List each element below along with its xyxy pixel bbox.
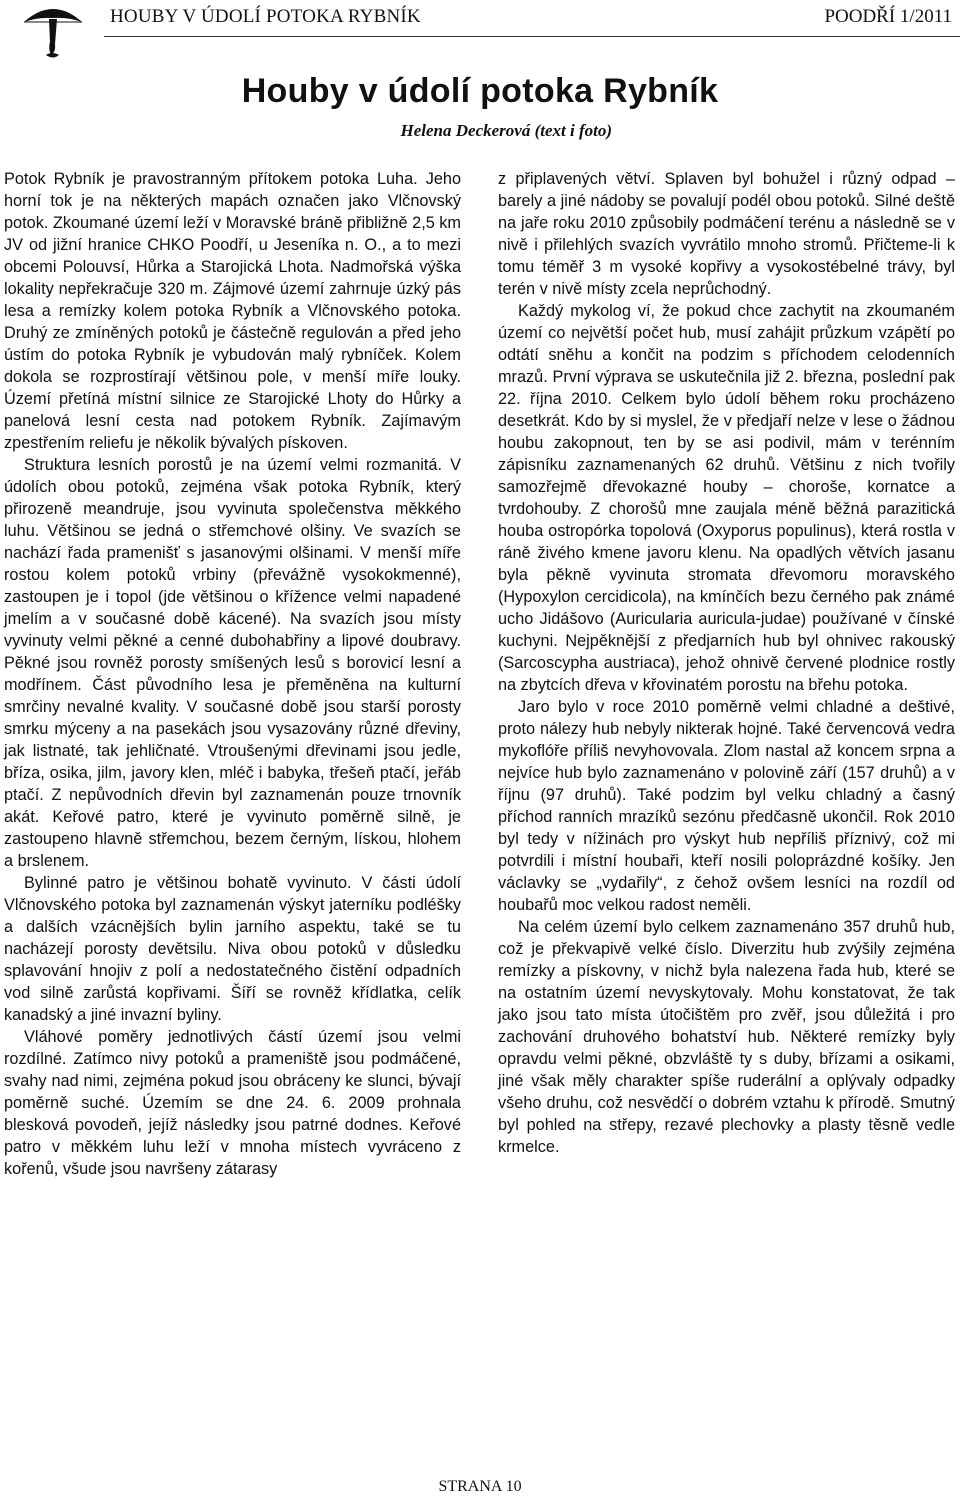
paragraph: Struktura lesních porostů je na území velmi rozmanitá. V údolích obou potoků, zejména však potoka Rybník, který přirozeně meandruje, jsou vyvinuta společenstva měkkého luhu. Většinou se jedná o střemchové olšiny. Ve svazích se nachází řada pramenišť s jasanovými olšinami. V menší míře rostou kolem potoků vrbiny (převážně vysokokmenné), zastoupen je i topol (jde většinou o křížence velmi napadené jmelím a v současné době kácené). Na svazích jsou místy vyvinuty velmi pěkné a cenné dubohabřiny a lipové doubravy. Pěkné jsou rovněž porosty smíšených lesů s borovicí lesní a modřínem. Část původního lesa je přeměněna na kulturní smrčiny nevalné kvality. V současné době jsou starší porosty smrku mýceny a na pasekách jsou vysazovány různé dřeviny, jak listnaté, tak jehličnaté. Vtroušenými dřevinami jsou jedle, bříza, osika, jilm, javory klen, mléč i babyka, třešeň ptačí, jeřáb ptačí. Z nepůvodních dřevin byl zaznamenán pouze trnovník akát. Keřové patro, které je vyvinuto poměrně silně, je zastoupeno hlavně střemchou, bezem černým, lískou, hlohem a brslenem. bbox=[4, 456, 461, 870]
paragraph: Každý mykolog ví, že pokud chce zachytit na zkoumaném území co největší počet hub, musí zahájit průzkum vzápětí po odtátí sněhu a končit na podzim s příchodem celodenních mrazů. První výprava se uskutečnila již 2. března, poslední pak 22. října 2010. Celkem bylo údolí během roku procházeno desetkrát. Kdo by si myslel, že v předjaří nelze v lese o žádnou houbu zakopnout, ten by se asi podivil, mám v terénním zápisníku zaznamenaných 62 druhů. Většinu z nich tvořily samozřejmě dřevokazné houby – choroše, kornatce a tvrdohouby. Z chorošů mne zaujala méně běžná parazitická houba ostropórka topolová (Oxyporus populinus), která rostla v ráně živého kmene javoru klenu. Na opadlých větvích jasanu byla pěkně vyvinuta stromata dřevomoru moravského (Hypoxylon cercidicola), na kmínčích bezu černého pak známé ucho Jidášovo (Auricularia auricula-judae) používané v čínské kuchyni. Nejpěknější z předjarních hub byl ohnivec rakouský (Sarcoscypha austriaca), jehož ohnivě červené plodnice rostly na zbytcích dřeva v křovinatém porostu na břehu potoka. bbox=[498, 302, 955, 694]
paragraph: Na celém území bylo celkem zaznamenáno 357 druhů hub, což je překvapivě velké číslo. Diverzitu hub zvýšily zejména remízky a pískovny, v nichž byla nalezena řada hub, které se na ostatním území nevyskytovaly. Mohu konstatovat, že tak jako jsou tato místa útočištěm pro zvěř, jsou důležitá i pro zachování druhového bohatství hub. Některé remízky byly opravdu velmi pěkné, obzvláště ty s duby, břízami a osikami, jiné však měly charakter spíše ruderální a oplývaly odpadky všeho druhu, což nesvědčí o dobrém vztahu k přírodě. Smutný byl pohled na střepy, rezavé plechovky a plasty těsně vedle krmelce. bbox=[498, 918, 955, 1156]
article-title: Houby v údolí potoka Rybník bbox=[241, 72, 719, 110]
header-issue: POODŘÍ 1/2011 bbox=[824, 6, 952, 27]
header-divider bbox=[104, 36, 960, 37]
paragraph: z připlavených větví. Splaven byl bohužel i různý odpad – barely a jiné nádoby se povalují podél obou potoků. Silné deště na jaře roku 2010 způsobily podmáčení terénu a následně se v nivě i přilehlých svazích vyvrátilo mnoho stromů. Přičteme-li k tomu téměř 3 m vysoké kopřivy a vysokostébelné trávy, byl terén v nivě místy zcela neprůchodný. bbox=[498, 170, 955, 298]
paragraph: Vláhové poměry jednotlivých částí území jsou velmi rozdílné. Zatímco nivy potoků a prameniště jsou podmáčené, svahy nad nimi, zejména pokud jsou obráceny ke slunci, bývají poměrně suché. Územím se dne 24. 6. 2009 prohnala blesková povodeň, jejíž následky jsou patrné dodnes. Keřové patro v měkkém luhu leží v mnoha místech vyvráceno z kořenů, všude jsou navršeny zátarasy bbox=[4, 1028, 461, 1178]
left-column bbox=[4, 168, 461, 1180]
paragraph: Potok Rybník je pravostranným přítokem potoka Luha. Jeho horní tok je na některých mapách označen jako Vlčnovský potok. Zkoumané území leží v Moravské bráně přibližně 2,5 km JV od jižní hranice CHKO Poodří, u Jeseníka n. O., a to mezi obcemi Polouvsí, Hůrka a Starojická Lhota. Nadmořská výška lokality nepřekračuje 320 m. Zájmové území zahrnuje úzký pás lesa a remízky kolem potoka Rybník a Vlčnovského potoka. Druhý ze zmíněných potoků je částečně regulován a před jeho ústím do potoka Rybník je vybudován malý rybníček. Kolem dokola se rozprostírají většinou pole, v menší míře louky. Území přetíná místní silnice ze Starojické Lhoty do Hůrky a panelová lesní cesta nad potokem Rybník. Zajímavým zpestřením reliefu je několik bývalých pískoven. bbox=[4, 170, 461, 452]
page-number: STRANA 10 bbox=[438, 1478, 522, 1495]
paragraph: Jaro bylo v roce 2010 poměrně velmi chladné a deštivé, proto nálezy hub nebyly nikterak hojné. Také červencová vedra mykoflóře příliš nevyhovovala. Zlom nastal až koncem srpna a nejvíce hub bylo zaznamenáno v polovině září (157 druhů) a v říjnu (97 druhů). Také podzim byl velku chladný a časný příchod ranních mrazíků sezónu předčasně ukončil. Rok 2010 byl tedy v nížinách pro výskyt hub nepříliš příznivý, což mi potvrdili i místní houbaři, kteří nosili poloprázdné košíky. Jen václavky se „vydařily“, z čehož ovšem lesníci na rozdíl od houbařů moc velkou radost neměli. bbox=[498, 698, 955, 914]
page-header bbox=[0, 0, 960, 40]
mushroom-logo-icon bbox=[22, 2, 84, 69]
right-column bbox=[498, 168, 955, 1158]
article-byline: Helena Deckerová (text i foto) bbox=[400, 121, 612, 140]
paragraph: Bylinné patro je většinou bohatě vyvinuto. V části údolí Vlčnovského potoka byl zaznamenán výskyt jaterníku podléšky a dalších vzácnějších bylin jarního aspektu, také se tu nacházejí porosty devětsilu. Niva obou potoků v důsledku splavování hnojiv z polí a nedostatečného čistění odpadních vod silně zarůstá kopřivami. Šíří se rovněž křídlatka, celík kanadský a jiné invazní byliny. bbox=[4, 874, 461, 1024]
header-section-title: HOUBY V ÚDOLÍ POTOKA RYBNÍK bbox=[110, 6, 421, 27]
